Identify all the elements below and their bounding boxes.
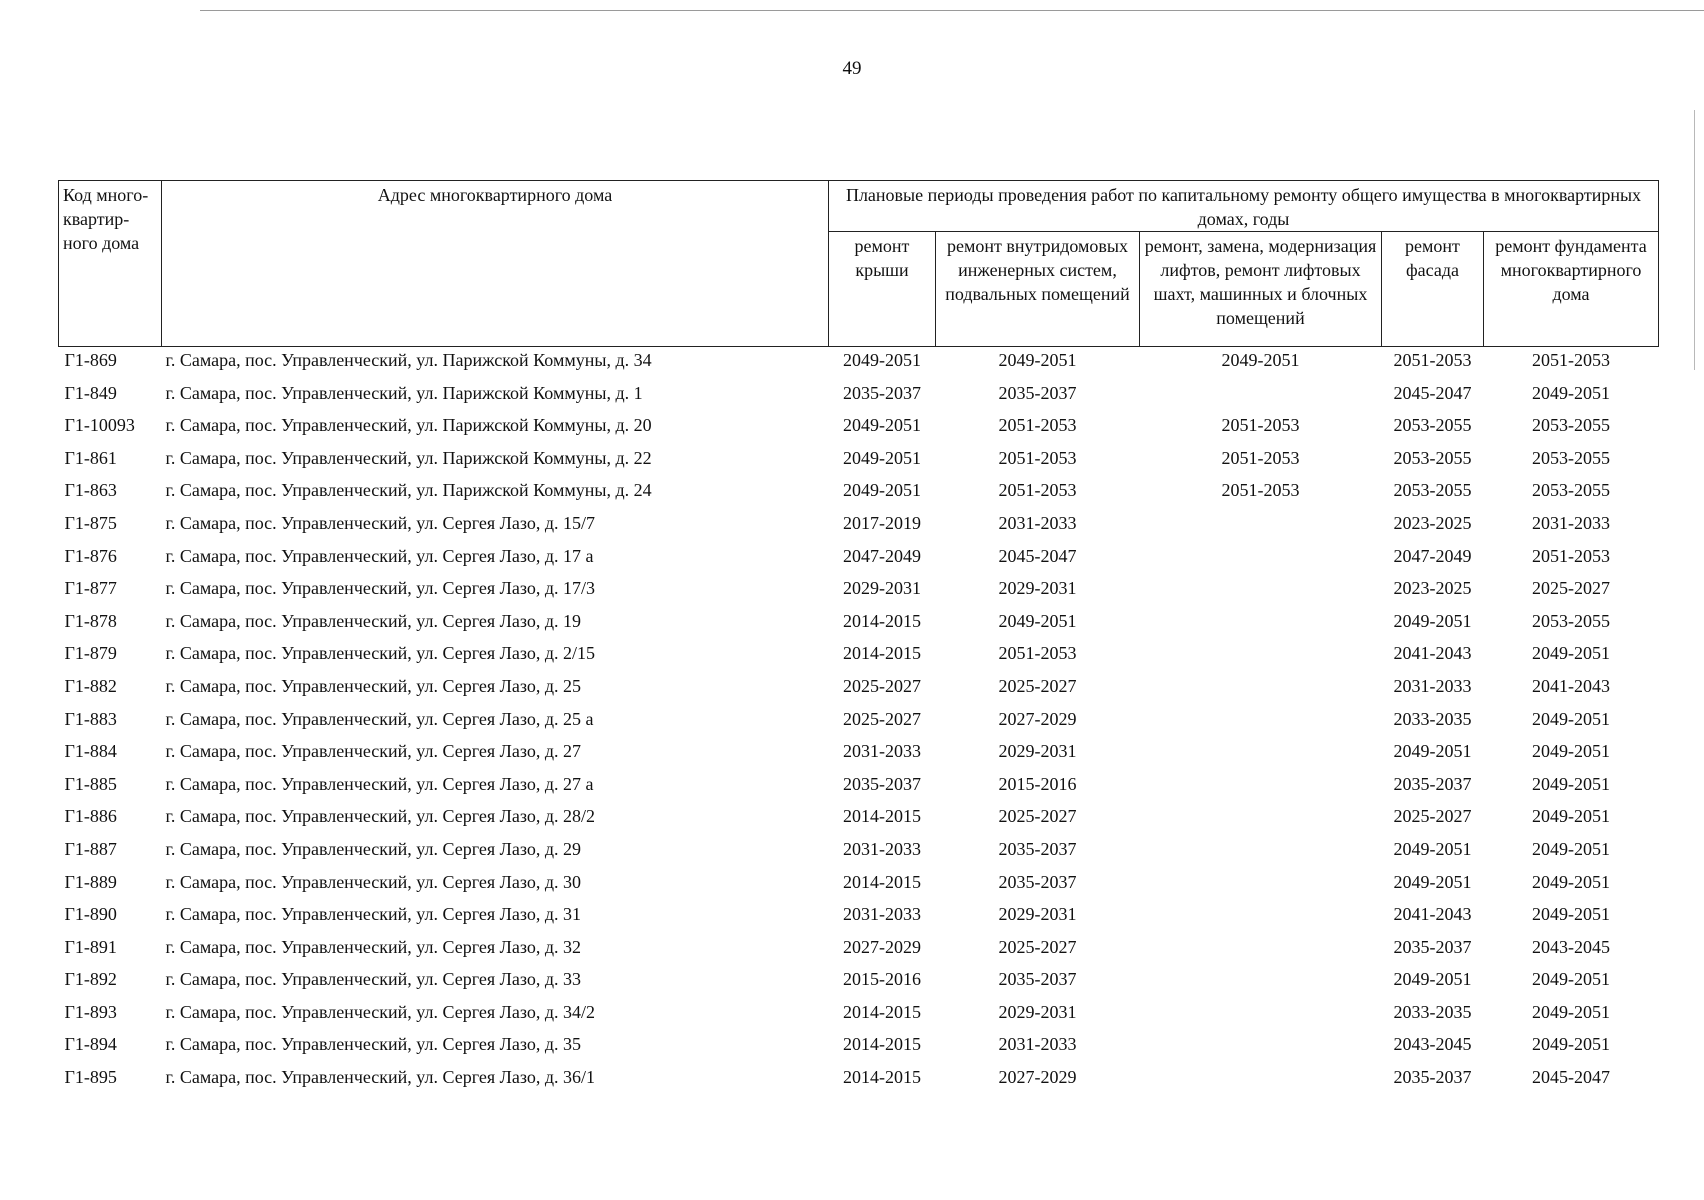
cell-elevators [1140,608,1382,641]
cell-elevators: 2051-2053 [1221,415,1300,436]
cell-address: г. Самара, пос. Управленческий, ул. Сергея Лазо, д. 35 [165,1034,581,1055]
cell-elevators [1140,738,1382,771]
cell-elevators [1140,673,1382,706]
cell-foundation: 2049-2051 [1532,904,1610,925]
cell-engineering: 2015-2016 [998,773,1077,794]
table-row [59,771,1659,804]
cell-facade: 2031-2033 [1393,675,1472,696]
cell-roof: 2014-2015 [843,1067,921,1088]
cell-code: Г1-887 [64,838,117,859]
cell-code: Г1-875 [64,512,117,533]
header-foundation: ремонт фундамента многоквартирного дома [1484,232,1659,347]
cell-foundation: 2031-2033 [1532,512,1610,533]
cell-facade: 2053-2055 [1393,415,1472,436]
cell-roof: 2035-2037 [843,382,921,403]
cell-roof: 2031-2033 [843,838,921,859]
cell-code: Г1-889 [64,871,117,892]
cell-elevators [1140,640,1382,673]
cell-facade: 2033-2035 [1393,1001,1472,1022]
scan-edge-line [200,10,1704,11]
cell-address: г. Самара, пос. Управленческий, ул. Сергея Лазо, д. 17/3 [165,578,595,599]
cell-address: г. Самара, пос. Управленческий, ул. Сергея Лазо, д. 33 [165,969,581,990]
cell-address: г. Самара, пос. Управленческий, ул. Сергея Лазо, д. 27 а [165,773,594,794]
cell-engineering: 2025-2027 [998,675,1077,696]
cell-facade: 2033-2035 [1393,708,1472,729]
cell-elevators [1140,869,1382,902]
cell-code: Г1-882 [64,675,117,696]
cell-code: Г1-883 [64,708,117,729]
cell-code: Г1-878 [64,610,117,631]
repair-schedule-table [58,180,1659,1097]
cell-facade: 2049-2051 [1393,610,1472,631]
cell-roof: 2031-2033 [843,904,921,925]
cell-facade: 2035-2037 [1393,773,1472,794]
cell-foundation: 2049-2051 [1532,871,1610,892]
table-body [59,347,1659,1097]
cell-roof: 2014-2015 [843,871,921,892]
cell-roof: 2025-2027 [843,708,921,729]
cell-code: Г1-10093 [64,415,135,436]
cell-foundation: 2049-2051 [1532,708,1610,729]
cell-roof: 2035-2037 [843,773,921,794]
cell-engineering: 2025-2027 [998,936,1077,957]
cell-address: г. Самара, пос. Управленческий, ул. Сергея Лазо, д. 31 [165,904,581,925]
cell-elevators [1140,966,1382,999]
table-row [59,1064,1659,1097]
cell-roof: 2014-2015 [843,806,921,827]
header-row-top [59,181,1659,232]
cell-foundation: 2049-2051 [1532,1034,1610,1055]
cell-code: Г1-849 [64,382,117,403]
cell-facade: 2051-2053 [1393,350,1472,370]
cell-facade: 2025-2027 [1393,806,1472,827]
cell-engineering: 2031-2033 [998,512,1077,533]
cell-roof: 2049-2051 [843,480,921,501]
cell-elevators [1140,771,1382,804]
table-row [59,673,1659,706]
cell-engineering: 2027-2029 [998,1067,1077,1088]
cell-facade: 2049-2051 [1393,969,1472,990]
cell-code: Г1-894 [64,1034,117,1055]
page-number: 49 [842,58,862,79]
cell-foundation: 2049-2051 [1532,969,1610,990]
cell-engineering: 2025-2027 [998,806,1077,827]
cell-code: Г1-890 [64,904,117,925]
cell-facade: 2041-2043 [1393,643,1472,664]
cell-code: Г1-861 [64,447,117,468]
cell-address: г. Самара, пос. Управленческий, ул. Сергея Лазо, д. 2/15 [165,643,595,664]
cell-elevators [1140,1031,1382,1064]
cell-foundation: 2049-2051 [1532,382,1610,403]
cell-foundation: 2049-2051 [1532,1001,1610,1022]
table-row [59,510,1659,543]
cell-engineering: 2027-2029 [998,708,1077,729]
cell-facade: 2049-2051 [1393,741,1472,762]
cell-engineering: 2035-2037 [998,969,1077,990]
cell-roof: 2014-2015 [843,1001,921,1022]
header-facade: ремонт фасада [1382,232,1484,347]
cell-foundation: 2051-2053 [1532,350,1610,370]
table-row [59,836,1659,869]
cell-roof: 2047-2049 [843,545,921,566]
cell-code: Г1-877 [64,578,117,599]
cell-engineering: 2029-2031 [998,904,1077,925]
cell-foundation: 2053-2055 [1532,415,1610,436]
cell-roof: 2031-2033 [843,741,921,762]
cell-address: г. Самара, пос. Управленческий, ул. Парижской Коммуны, д. 34 [165,350,652,370]
cell-address: г. Самара, пос. Управленческий, ул. Сергея Лазо, д. 34/2 [165,1001,595,1022]
cell-code: Г1-892 [64,969,117,990]
table-row [59,934,1659,967]
cell-elevators [1140,380,1382,413]
cell-engineering: 2029-2031 [998,741,1077,762]
table-row [59,706,1659,739]
cell-engineering: 2035-2037 [998,838,1077,859]
cell-roof: 2017-2019 [843,512,921,533]
cell-facade: 2053-2055 [1393,447,1472,468]
cell-code: Г1-893 [64,1001,117,1022]
cell-address: г. Самара, пос. Управленческий, ул. Сергея Лазо, д. 30 [165,871,581,892]
cell-address: г. Самара, пос. Управленческий, ул. Сергея Лазо, д. 25 [165,675,581,696]
cell-address: г. Самара, пос. Управленческий, ул. Сергея Лазо, д. 17 а [165,545,594,566]
cell-foundation: 2045-2047 [1532,1067,1610,1088]
cell-code: Г1-876 [64,545,117,566]
cell-address: г. Самара, пос. Управленческий, ул. Сергея Лазо, д. 25 а [165,708,594,729]
cell-roof: 2014-2015 [843,610,921,631]
cell-foundation: 2049-2051 [1532,773,1610,794]
cell-address: г. Самара, пос. Управленческий, ул. Сергея Лазо, д. 32 [165,936,581,957]
table-row [59,445,1659,478]
cell-foundation: 2049-2051 [1532,643,1610,664]
cell-elevators [1140,510,1382,543]
table-row [59,477,1659,510]
table-row [59,803,1659,836]
cell-engineering: 2051-2053 [998,480,1077,501]
cell-code: Г1-895 [64,1067,117,1088]
cell-roof: 2014-2015 [843,1034,921,1055]
cell-engineering: 2035-2037 [998,871,1077,892]
table-row [59,1031,1659,1064]
cell-engineering: 2051-2053 [998,447,1077,468]
cell-address: г. Самара, пос. Управленческий, ул. Парижской Коммуны, д. 20 [165,415,652,436]
cell-roof: 2049-2051 [843,415,921,436]
cell-engineering: 2029-2031 [998,578,1077,599]
cell-facade: 2023-2025 [1393,512,1472,533]
table-row [59,380,1659,413]
cell-foundation: 2049-2051 [1532,838,1610,859]
table-row [59,869,1659,902]
table-row [59,412,1659,445]
cell-address: г. Самара, пос. Управленческий, ул. Сергея Лазо, д. 29 [165,838,581,859]
cell-elevators [1140,836,1382,869]
cell-engineering: 2049-2051 [998,610,1077,631]
cell-facade: 2041-2043 [1393,904,1472,925]
cell-elevators: 2051-2053 [1221,447,1300,468]
cell-elevators [1140,543,1382,576]
cell-roof: 2049-2051 [843,447,921,468]
header-roof: ремонт крыши [829,232,936,347]
header-engineering-systems: ремонт внутридомовых инженерных систем, подвальных помещений [936,232,1140,347]
cell-elevators [1140,706,1382,739]
cell-engineering: 2051-2053 [998,415,1077,436]
table-row [59,999,1659,1032]
cell-code: Г1-891 [64,936,117,957]
table-row [59,347,1659,380]
cell-engineering: 2049-2051 [998,350,1077,370]
cell-address: г. Самара, пос. Управленческий, ул. Сергея Лазо, д. 27 [165,741,581,762]
cell-foundation: 2049-2051 [1532,806,1610,827]
scan-edge-line [1694,110,1695,370]
cell-facade: 2035-2037 [1393,936,1472,957]
table-row [59,901,1659,934]
cell-roof: 2015-2016 [843,969,921,990]
cell-foundation: 2051-2053 [1532,545,1610,566]
cell-elevators [1140,934,1382,967]
cell-foundation: 2053-2055 [1532,480,1610,501]
cell-engineering: 2051-2053 [998,643,1077,664]
cell-code: Г1-884 [64,741,117,762]
cell-elevators [1140,575,1382,608]
header-address: Адрес многоквартирного дома [162,181,829,347]
cell-facade: 2043-2045 [1393,1034,1472,1055]
table-row [59,966,1659,999]
cell-address: г. Самара, пос. Управленческий, ул. Сергея Лазо, д. 15/7 [165,512,595,533]
cell-address: г. Самара, пос. Управленческий, ул. Парижской Коммуны, д. 24 [165,480,652,501]
cell-facade: 2035-2037 [1393,1067,1472,1088]
table-row [59,640,1659,673]
table-row [59,738,1659,771]
header-code: Код много-квартир-ного дома [59,181,162,347]
cell-code: Г1-886 [64,806,117,827]
cell-elevators: 2049-2051 [1221,350,1300,370]
cell-roof: 2029-2031 [843,578,921,599]
cell-address: г. Самара, пос. Управленческий, ул. Парижской Коммуны, д. 22 [165,447,652,468]
table-row [59,543,1659,576]
cell-foundation: 2053-2055 [1532,610,1610,631]
cell-engineering: 2031-2033 [998,1034,1077,1055]
cell-address: г. Самара, пос. Управленческий, ул. Парижской Коммуны, д. 1 [165,382,643,403]
cell-roof: 2025-2027 [843,675,921,696]
cell-foundation: 2053-2055 [1532,447,1610,468]
header-elevators: ремонт, замена, модернизация лифтов, ремонт лифтовых шахт, машинных и блочных помещений [1140,232,1382,347]
cell-address: г. Самара, пос. Управленческий, ул. Сергея Лазо, д. 36/1 [165,1067,595,1088]
cell-elevators [1140,999,1382,1032]
cell-elevators: 2051-2053 [1221,480,1300,501]
cell-code: Г1-879 [64,643,117,664]
cell-facade: 2047-2049 [1393,545,1472,566]
cell-foundation: 2043-2045 [1532,936,1610,957]
cell-foundation: 2049-2051 [1532,741,1610,762]
cell-code: Г1-863 [64,480,117,501]
cell-elevators [1140,1064,1382,1097]
cell-foundation: 2025-2027 [1532,578,1610,599]
header-planned-periods: Плановые периоды проведения работ по капитальному ремонту общего имущества в многоквартирных домах, годы [829,181,1659,232]
cell-address: г. Самара, пос. Управленческий, ул. Сергея Лазо, д. 19 [165,610,581,631]
cell-engineering: 2035-2037 [998,382,1077,403]
cell-facade: 2045-2047 [1393,382,1472,403]
cell-address: г. Самара, пос. Управленческий, ул. Сергея Лазо, д. 28/2 [165,806,595,827]
cell-facade: 2049-2051 [1393,838,1472,859]
cell-engineering: 2045-2047 [998,545,1077,566]
cell-elevators [1140,901,1382,934]
cell-elevators [1140,803,1382,836]
table-row [59,608,1659,641]
cell-code: Г1-869 [64,350,117,370]
cell-roof: 2014-2015 [843,643,921,664]
cell-facade: 2049-2051 [1393,871,1472,892]
cell-code: Г1-885 [64,773,117,794]
cell-foundation: 2041-2043 [1532,675,1610,696]
cell-engineering: 2029-2031 [998,1001,1077,1022]
cell-roof: 2049-2051 [843,350,921,370]
table-row [59,575,1659,608]
cell-facade: 2023-2025 [1393,578,1472,599]
cell-facade: 2053-2055 [1393,480,1472,501]
cell-roof: 2027-2029 [843,936,921,957]
